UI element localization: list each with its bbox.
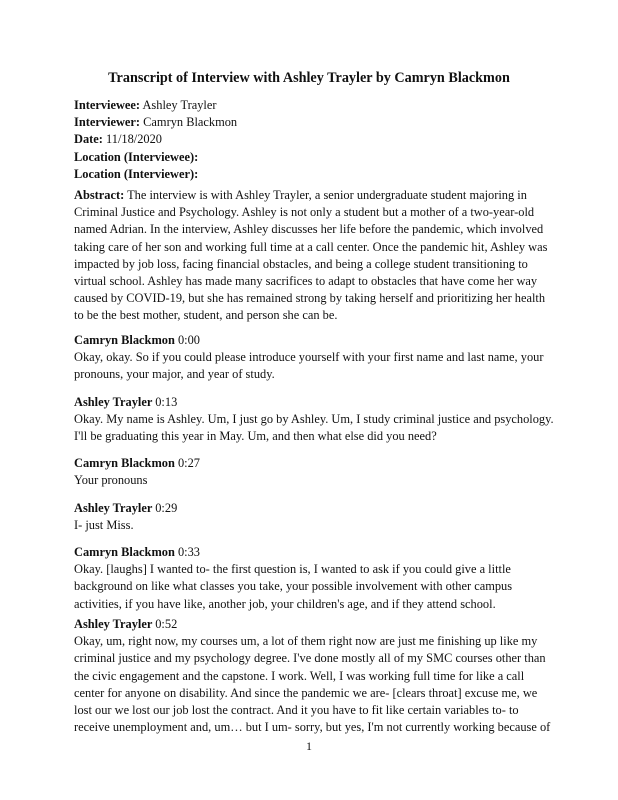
meta-value: 11/18/2020 bbox=[106, 132, 163, 147]
meta-label: Date: bbox=[74, 132, 103, 147]
abstract-line: to be the best mother, student, and person she can be. bbox=[74, 308, 338, 323]
speaker-line bbox=[74, 616, 554, 633]
meta-label: Interviewee: bbox=[74, 98, 141, 112]
abstract-line bbox=[74, 187, 554, 204]
utterance-line: Okay, um, right now, my courses um, a lot of them right now are just me finishing up like my bbox=[74, 634, 538, 649]
timestamp: 0:00 bbox=[177, 333, 200, 347]
timestamp: 0:29 bbox=[155, 501, 178, 515]
utterance-line: criminal justice and my psychology degree. I've done mostly all of my SMC courses other than bbox=[74, 651, 546, 666]
interview-metadata bbox=[74, 97, 554, 183]
speaker-line bbox=[74, 455, 554, 472]
document-title: Transcript of Interview with Ashley Trayler by Camryn Blackmon bbox=[108, 70, 510, 86]
abstract-text: The interview is with Ashley Trayler, a senior undergraduate student majoring in bbox=[127, 188, 527, 202]
abstract-line: taking care of her son and working full time at a call center. Once the pandemic hit, Ashley was bbox=[74, 239, 548, 254]
abstract-line: caused by COVID-19, but she has remained strong by taking herself and prioritizing her health bbox=[74, 291, 546, 306]
utterance-line: activities, if you have like, another job, your children's age, and if they attend school. bbox=[74, 596, 496, 611]
utterance-line: lost our we lost our job lost the contract. And it you have to fit like certain variables to- to bbox=[74, 702, 519, 717]
speaker-line bbox=[74, 394, 554, 411]
meta-location-interviewer bbox=[74, 166, 554, 183]
transcript-turn bbox=[74, 500, 554, 534]
transcript-turn bbox=[74, 616, 554, 736]
utterance-line: Okay, okay. So if you could please introduce yourself with your first name and last name, your bbox=[74, 350, 544, 365]
transcript-turn bbox=[74, 455, 554, 489]
transcript-turn bbox=[74, 394, 554, 446]
utterance-line: Your pronouns bbox=[74, 473, 148, 488]
utterance-line: center for anyone on disability. And since the pandemic we are- [clears throat] excuse me, we bbox=[74, 685, 538, 700]
utterance-line: I'll be graduating this year in May. Um, and then what else did you need? bbox=[74, 429, 437, 444]
utterance-line: the civic engagement and the capstone. I work. Well, I was working full time for like a call bbox=[74, 668, 525, 683]
abstract-label: Abstract: bbox=[74, 188, 125, 202]
speaker-name: Ashley Trayler bbox=[74, 395, 153, 409]
speaker-name: Camryn Blackmon bbox=[74, 333, 175, 347]
speaker-line bbox=[74, 544, 554, 561]
meta-label: Interviewer: bbox=[74, 115, 141, 130]
timestamp: 0:33 bbox=[177, 545, 200, 559]
speaker-name: Ashley Trayler bbox=[74, 617, 153, 631]
utterance-line: receive unemployment and, um… but I um- sorry, but yes, I'm not currently working because of bbox=[74, 720, 551, 735]
meta-interviewee bbox=[74, 97, 554, 114]
timestamp: 0:52 bbox=[155, 617, 178, 631]
speaker-name: Camryn Blackmon bbox=[74, 545, 175, 559]
timestamp: 0:13 bbox=[155, 395, 178, 409]
meta-label: Location (Interviewee): bbox=[74, 149, 199, 164]
abstract bbox=[74, 187, 554, 325]
utterance-line: pronouns, your major, and year of study. bbox=[74, 367, 275, 382]
meta-location-interviewee bbox=[74, 149, 554, 166]
meta-interviewer bbox=[74, 114, 554, 131]
meta-label: Location (Interviewer): bbox=[74, 166, 199, 181]
speaker-line bbox=[74, 500, 554, 517]
speaker-name: Camryn Blackmon bbox=[74, 456, 175, 470]
abstract-line: named Adrian. In the interview, Ashley discusses her life before the pandemic, which involved bbox=[74, 222, 544, 237]
utterance-line: I- just Miss. bbox=[74, 518, 134, 533]
speaker-line bbox=[74, 332, 554, 349]
timestamp: 0:27 bbox=[177, 456, 200, 470]
speaker-name: Ashley Trayler bbox=[74, 501, 153, 515]
meta-value: Camryn Blackmon bbox=[143, 115, 238, 130]
utterance-line: background on like what classes you take, your possible involvement with other campus bbox=[74, 579, 513, 594]
abstract-line: virtual school. Ashley has made many sacrifices to adapt to obstacles that have come her way bbox=[74, 273, 538, 288]
meta-date bbox=[74, 131, 554, 148]
page-number: 1 bbox=[306, 739, 312, 753]
transcript-turn bbox=[74, 332, 554, 384]
utterance-line: Okay. [laughs] I wanted to- the first question is, I wanted to ask if you could give a little bbox=[74, 562, 511, 577]
utterance-line: Okay. My name is Ashley. Um, I just go by Ashley. Um, I study criminal justice and psychology. bbox=[74, 412, 554, 427]
meta-value: Ashley Trayler bbox=[142, 98, 217, 112]
abstract-line: Criminal Justice and Psychology. Ashley is not only a student but a mother of a two-year-old bbox=[74, 205, 535, 220]
transcript-turn bbox=[74, 544, 554, 613]
abstract-line: impacted by job loss, facing financial obstacles, and being a college student transitioning to bbox=[74, 256, 528, 271]
